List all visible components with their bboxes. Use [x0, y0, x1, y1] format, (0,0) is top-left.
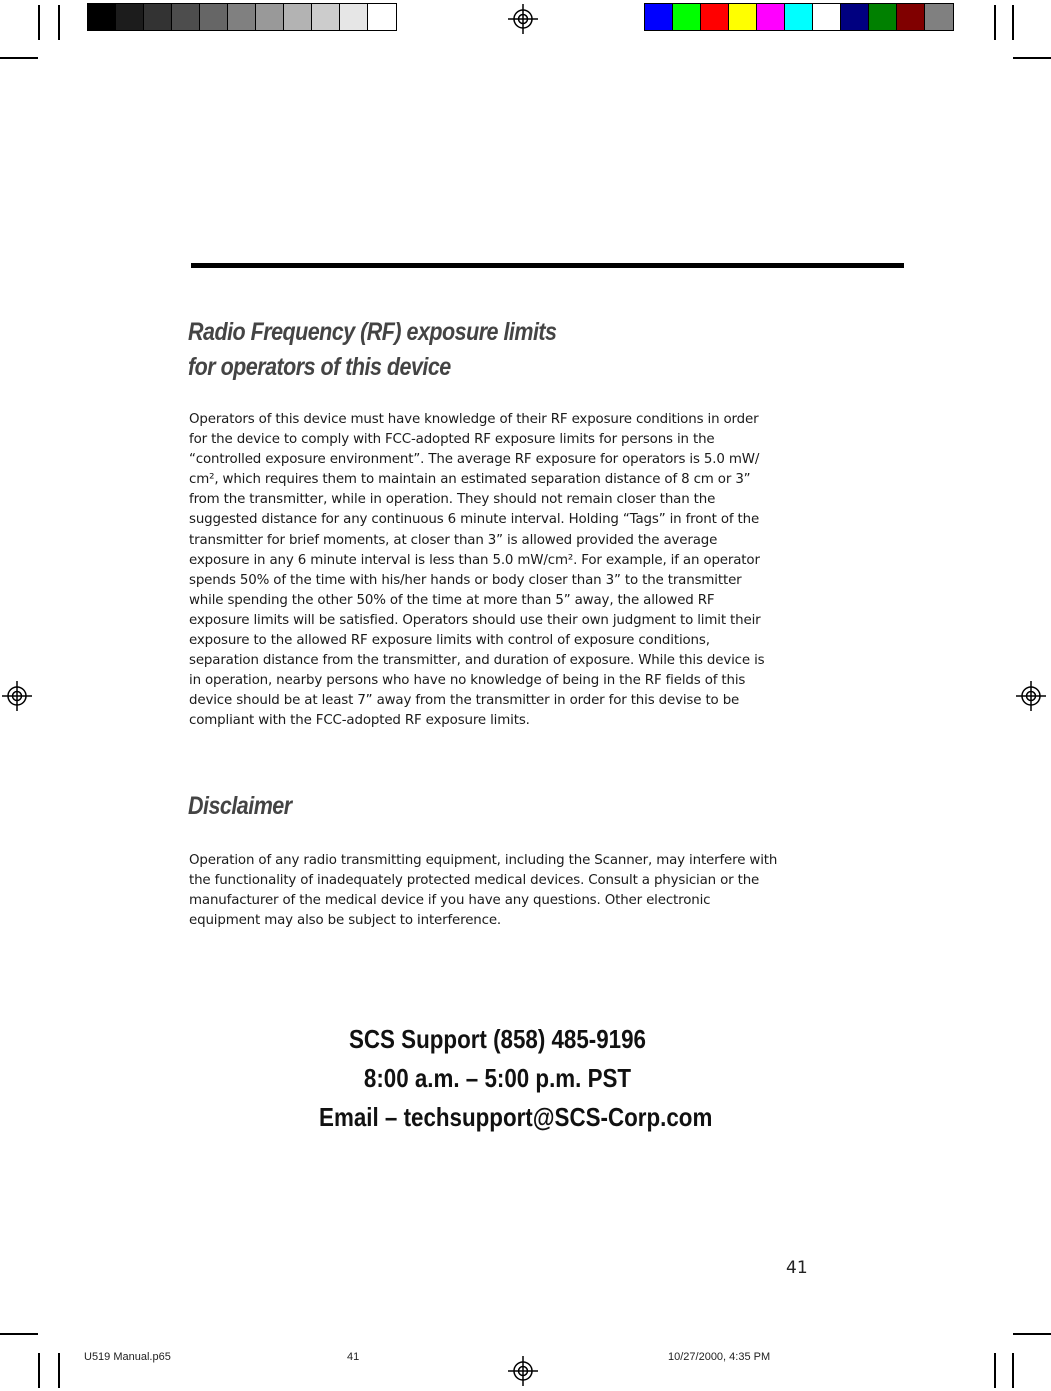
support-phone: SCS Support (858) 485-9196	[348, 1024, 646, 1054]
rf-body-line: suggested distance for any continuous 6 minute interval. Holding “Tags” in front of the	[189, 512, 760, 528]
color-swatch	[701, 4, 729, 30]
disclaimer-title-text: Disclaimer	[188, 792, 292, 820]
gray-swatch	[144, 4, 172, 30]
slug-page-number: 41	[347, 1351, 360, 1363]
rf-body-line: device should be at least 7” away from the transmitter in order for this devise to be	[189, 693, 740, 709]
color-swatch	[925, 4, 953, 30]
crop-mark	[1012, 5, 1014, 40]
registration-mark-icon	[2, 681, 32, 711]
crop-mark	[994, 5, 996, 40]
section-divider	[191, 263, 904, 268]
rf-title-line-1: Radio Frequency (RF) exposure limits	[188, 318, 557, 346]
rf-body-line: Operators of this device must have knowledge of their RF exposure conditions in order	[189, 412, 759, 427]
color-swatch	[897, 4, 925, 30]
color-swatch	[869, 4, 897, 30]
rf-section-body	[189, 410, 809, 732]
crop-mark	[994, 1353, 996, 1388]
gray-swatch	[200, 4, 228, 30]
color-swatch	[729, 4, 757, 30]
crop-mark	[58, 1353, 60, 1388]
rf-body-line: spends 50% of the time with his/her hands or body closer than 3” to the transmitter	[189, 572, 742, 588]
crop-mark	[1013, 57, 1051, 59]
rf-body-line: from the transmitter, while in operation. They should not remain closer than the	[189, 492, 716, 508]
gray-swatch	[172, 4, 200, 30]
crop-mark	[1012, 1353, 1014, 1388]
rf-body-line: exposure in any 6 minute interval is less than 5.0 mW/cm². For example, if an operator	[189, 552, 760, 568]
disclaimer-body-line: the functionality of inadequately protected medical devices. Consult a physician or the	[189, 873, 760, 889]
gray-swatch	[312, 4, 340, 30]
rf-body-line: exposure limits will be satisfied. Operators should use their own judgment to limit their	[189, 612, 761, 628]
registration-mark-icon	[508, 1356, 538, 1386]
support-contact	[290, 1020, 713, 1137]
color-swatch	[673, 4, 701, 30]
crop-mark	[38, 5, 40, 40]
color-swatch	[645, 4, 673, 30]
support-hours: 8:00 a.m. – 5:00 p.m. PST	[363, 1063, 632, 1093]
disclaimer-body-line: manufacturer of the medical device if you have any questions. Other electronic	[189, 893, 711, 909]
disclaimer-body-line: Operation of any radio transmitting equipment, including the Scanner, may interfere with	[189, 853, 778, 868]
color-swatch	[757, 4, 785, 30]
gray-swatch	[256, 4, 284, 30]
rf-body-line: exposure to the allowed RF exposure limits with control of exposure conditions,	[189, 633, 710, 649]
page-number: 41	[786, 1258, 808, 1278]
disclaimer-body	[189, 851, 809, 931]
rf-section-title	[188, 315, 557, 385]
rf-body-line: cm², which requires them to maintain an estimated separation distance of 8 cm or 3”	[189, 472, 751, 488]
rf-body-line: “controlled exposure environment”. The average RF exposure for operators is 5.0 mW/	[189, 452, 760, 468]
gray-swatch	[88, 4, 116, 30]
crop-mark	[58, 5, 60, 40]
rf-body-line: for the device to comply with FCC-adopted RF exposure limits for persons in the	[189, 432, 715, 448]
rf-body-line: in operation, nearby persons who have no knowledge of being in the RF fields of this	[189, 673, 746, 689]
rf-body-line: while spending the other 50% of the time at more than 5” away, the allowed RF	[189, 592, 715, 608]
gray-swatch	[340, 4, 368, 30]
crop-mark	[0, 57, 38, 59]
gray-swatch	[116, 4, 144, 30]
registration-mark-icon	[508, 4, 538, 34]
disclaimer-title	[188, 789, 292, 824]
color-swatch	[813, 4, 841, 30]
crop-mark	[38, 1353, 40, 1388]
rf-title-line-2: for operators of this device	[188, 353, 451, 381]
rf-body-line: compliant with the FCC-adopted RF exposure limits.	[189, 713, 530, 729]
support-email: Email – techsupport@SCS-Corp.com	[319, 1102, 713, 1132]
color-swatch	[785, 4, 813, 30]
slug-file-name: U519 Manual.p65	[84, 1351, 171, 1363]
disclaimer-body-line: equipment may also be subject to interference.	[189, 913, 502, 929]
gray-swatch	[228, 4, 256, 30]
rf-body-line: separation distance from the transmitter, and duration of exposure. While this device is	[189, 653, 765, 669]
grayscale-color-bar	[87, 3, 397, 31]
rf-body-line: transmitter for brief moments, at closer than 3” is allowed provided the average	[189, 532, 718, 548]
gray-swatch	[284, 4, 312, 30]
gray-swatch	[368, 4, 396, 30]
slug-timestamp: 10/27/2000, 4:35 PM	[668, 1351, 771, 1363]
crop-mark	[1013, 1333, 1051, 1335]
crop-mark	[0, 1333, 38, 1335]
process-color-bar	[644, 3, 954, 31]
registration-mark-icon	[1016, 681, 1046, 711]
color-swatch	[841, 4, 869, 30]
